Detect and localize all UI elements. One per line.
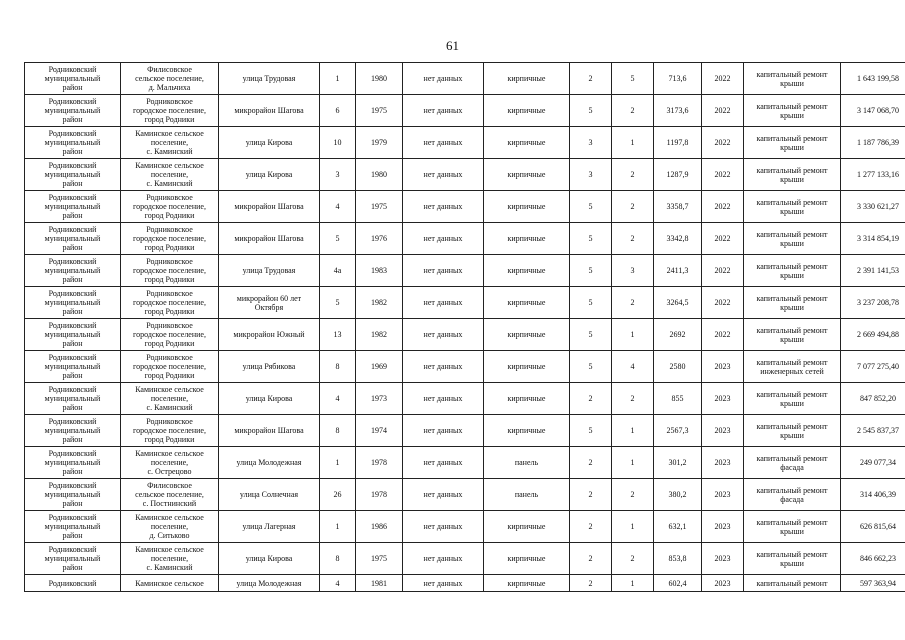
table-row [25, 287, 905, 319]
area-cell: 855 [654, 383, 702, 415]
wall-material-cell: кирпичные [484, 575, 570, 592]
year-built-cell: 1978 [356, 447, 403, 479]
house-number-cell: 4 [320, 575, 356, 592]
cost-cell: 2 545 837,37 [841, 415, 905, 447]
street-cell: улица Солнечная [219, 479, 320, 511]
year-built-cell: 1981 [356, 575, 403, 592]
street-cell: улица Лагерная [219, 511, 320, 543]
info-cell: нет данных [403, 383, 484, 415]
plan-year-cell: 2023 [702, 511, 744, 543]
cost-cell: 249 077,34 [841, 447, 905, 479]
plan-year-cell: 2022 [702, 95, 744, 127]
year-built-cell: 1975 [356, 95, 403, 127]
page-number: 61 [446, 38, 459, 53]
house-number-cell: 4 [320, 383, 356, 415]
table-row [25, 383, 905, 415]
wall-material-cell: кирпичные [484, 351, 570, 383]
plan-year-cell: 2022 [702, 255, 744, 287]
work-type-cell: капитальный ремонт фасада [744, 447, 841, 479]
floors-cell: 5 [570, 255, 612, 287]
table-row [25, 415, 905, 447]
year-built-cell: 1986 [356, 511, 403, 543]
info-cell: нет данных [403, 479, 484, 511]
cost-cell: 626 815,64 [841, 511, 905, 543]
floors-cell: 3 [570, 127, 612, 159]
house-number-cell: 26 [320, 479, 356, 511]
floors-cell: 2 [570, 575, 612, 592]
floors-cell: 5 [570, 351, 612, 383]
year-built-cell: 1976 [356, 223, 403, 255]
house-number-cell: 3 [320, 159, 356, 191]
district-cell: Родниковский муниципальный район [25, 415, 121, 447]
entrances-cell: 2 [612, 287, 654, 319]
district-cell: Родниковский муниципальный район [25, 511, 121, 543]
cost-cell: 2 391 141,53 [841, 255, 905, 287]
entrances-cell: 2 [612, 223, 654, 255]
area-cell: 301,2 [654, 447, 702, 479]
house-number-cell: 5 [320, 287, 356, 319]
area-cell: 632,1 [654, 511, 702, 543]
cost-cell: 1 187 786,39 [841, 127, 905, 159]
cost-cell: 1 277 133,16 [841, 159, 905, 191]
info-cell: нет данных [403, 255, 484, 287]
wall-material-cell: кирпичные [484, 543, 570, 575]
table-row [25, 511, 905, 543]
plan-year-cell: 2022 [702, 287, 744, 319]
settlement-cell: Каминское сельское поселение, д. Ситьково [121, 511, 219, 543]
wall-material-cell: кирпичные [484, 383, 570, 415]
area-cell: 1287,9 [654, 159, 702, 191]
wall-material-cell: панель [484, 447, 570, 479]
street-cell: улица Молодежная [219, 575, 320, 592]
entrances-cell: 5 [612, 63, 654, 95]
street-cell: микрорайон Шагова [219, 191, 320, 223]
area-cell: 3358,7 [654, 191, 702, 223]
housing-repair-table [24, 62, 905, 592]
work-type-cell: капитальный ремонт [744, 575, 841, 592]
floors-cell: 2 [570, 63, 612, 95]
area-cell: 380,2 [654, 479, 702, 511]
area-cell: 3264,5 [654, 287, 702, 319]
info-cell: нет данных [403, 319, 484, 351]
info-cell: нет данных [403, 95, 484, 127]
work-type-cell: капитальный ремонт крыши [744, 159, 841, 191]
year-built-cell: 1979 [356, 127, 403, 159]
entrances-cell: 2 [612, 383, 654, 415]
wall-material-cell: кирпичные [484, 287, 570, 319]
settlement-cell: Каминское сельское поселение, с. Каминский [121, 383, 219, 415]
district-cell: Родниковский муниципальный район [25, 63, 121, 95]
floors-cell: 5 [570, 415, 612, 447]
info-cell: нет данных [403, 287, 484, 319]
floors-cell: 5 [570, 191, 612, 223]
year-built-cell: 1982 [356, 319, 403, 351]
work-type-cell: капитальный ремонт инженерных сетей [744, 351, 841, 383]
house-number-cell: 1 [320, 447, 356, 479]
floors-cell: 2 [570, 511, 612, 543]
plan-year-cell: 2023 [702, 447, 744, 479]
house-number-cell: 8 [320, 415, 356, 447]
work-type-cell: капитальный ремонт крыши [744, 383, 841, 415]
settlement-cell: Родниковское городское поселение, город Родники [121, 223, 219, 255]
plan-year-cell: 2023 [702, 543, 744, 575]
street-cell: улица Кирова [219, 159, 320, 191]
settlement-cell: Каминское сельское поселение, с. Каминский [121, 127, 219, 159]
area-cell: 713,6 [654, 63, 702, 95]
district-cell: Родниковский муниципальный район [25, 287, 121, 319]
year-built-cell: 1980 [356, 63, 403, 95]
floors-cell: 2 [570, 479, 612, 511]
house-number-cell: 1 [320, 63, 356, 95]
street-cell: микрорайон Шагова [219, 415, 320, 447]
plan-year-cell: 2023 [702, 415, 744, 447]
street-cell: улица Кирова [219, 543, 320, 575]
area-cell: 2692 [654, 319, 702, 351]
entrances-cell: 1 [612, 511, 654, 543]
floors-cell: 5 [570, 287, 612, 319]
district-cell: Родниковский муниципальный район [25, 543, 121, 575]
wall-material-cell: кирпичные [484, 159, 570, 191]
settlement-cell: Каминское сельское поселение, с. Острецово [121, 447, 219, 479]
table-row [25, 575, 905, 592]
floors-cell: 2 [570, 447, 612, 479]
street-cell: улица Трудовая [219, 63, 320, 95]
info-cell: нет данных [403, 575, 484, 592]
wall-material-cell: кирпичные [484, 127, 570, 159]
plan-year-cell: 2022 [702, 63, 744, 95]
entrances-cell: 2 [612, 479, 654, 511]
settlement-cell: Каминское сельское поселение, с. Каминский [121, 159, 219, 191]
house-number-cell: 6 [320, 95, 356, 127]
entrances-cell: 1 [612, 415, 654, 447]
table-row [25, 95, 905, 127]
table-row [25, 479, 905, 511]
district-cell: Родниковский муниципальный район [25, 159, 121, 191]
house-number-cell: 8 [320, 351, 356, 383]
plan-year-cell: 2022 [702, 127, 744, 159]
settlement-cell: Родниковское городское поселение, город Родники [121, 319, 219, 351]
cost-cell: 3 330 621,27 [841, 191, 905, 223]
district-cell: Родниковский муниципальный район [25, 255, 121, 287]
cost-cell: 3 147 068,70 [841, 95, 905, 127]
district-cell: Родниковский муниципальный район [25, 447, 121, 479]
street-cell: микрорайон Южный [219, 319, 320, 351]
street-cell: улица Молодежная [219, 447, 320, 479]
house-number-cell: 4а [320, 255, 356, 287]
settlement-cell: Родниковское городское поселение, город Родники [121, 255, 219, 287]
area-cell: 602,4 [654, 575, 702, 592]
plan-year-cell: 2023 [702, 575, 744, 592]
table-row [25, 543, 905, 575]
entrances-cell: 2 [612, 543, 654, 575]
settlement-cell: Каминское сельское [121, 575, 219, 592]
house-number-cell: 4 [320, 191, 356, 223]
street-cell: улица Кирова [219, 383, 320, 415]
district-cell: Родниковский муниципальный район [25, 383, 121, 415]
year-built-cell: 1983 [356, 255, 403, 287]
plan-year-cell: 2022 [702, 319, 744, 351]
info-cell: нет данных [403, 351, 484, 383]
info-cell: нет данных [403, 63, 484, 95]
floors-cell: 5 [570, 95, 612, 127]
table-row [25, 223, 905, 255]
info-cell: нет данных [403, 415, 484, 447]
work-type-cell: капитальный ремонт крыши [744, 415, 841, 447]
year-built-cell: 1980 [356, 159, 403, 191]
work-type-cell: капитальный ремонт фасада [744, 479, 841, 511]
settlement-cell: Родниковское городское поселение, город Родники [121, 415, 219, 447]
cost-cell: 3 314 854,19 [841, 223, 905, 255]
year-built-cell: 1974 [356, 415, 403, 447]
entrances-cell: 3 [612, 255, 654, 287]
settlement-cell: Родниковское городское поселение, город Родники [121, 191, 219, 223]
table-row [25, 127, 905, 159]
info-cell: нет данных [403, 447, 484, 479]
wall-material-cell: кирпичные [484, 63, 570, 95]
table-row [25, 255, 905, 287]
year-built-cell: 1969 [356, 351, 403, 383]
cost-cell: 3 237 208,78 [841, 287, 905, 319]
area-cell: 1197,8 [654, 127, 702, 159]
work-type-cell: капитальный ремонт крыши [744, 63, 841, 95]
floors-cell: 2 [570, 383, 612, 415]
table-row [25, 319, 905, 351]
street-cell: микрорайон Шагова [219, 95, 320, 127]
street-cell: микрорайон Шагова [219, 223, 320, 255]
work-type-cell: капитальный ремонт крыши [744, 191, 841, 223]
cost-cell: 2 669 494,88 [841, 319, 905, 351]
plan-year-cell: 2023 [702, 351, 744, 383]
wall-material-cell: кирпичные [484, 95, 570, 127]
district-cell: Родниковский муниципальный район [25, 319, 121, 351]
plan-year-cell: 2022 [702, 191, 744, 223]
house-number-cell: 10 [320, 127, 356, 159]
settlement-cell: Каминское сельское поселение, с. Каминский [121, 543, 219, 575]
cost-cell: 7 077 275,40 [841, 351, 905, 383]
year-built-cell: 1975 [356, 191, 403, 223]
table-row [25, 159, 905, 191]
work-type-cell: капитальный ремонт крыши [744, 95, 841, 127]
district-cell: Родниковский муниципальный район [25, 223, 121, 255]
cost-cell: 847 852,20 [841, 383, 905, 415]
entrances-cell: 2 [612, 95, 654, 127]
area-cell: 2567,3 [654, 415, 702, 447]
settlement-cell: Родниковское городское поселение, город Родники [121, 287, 219, 319]
wall-material-cell: кирпичные [484, 415, 570, 447]
work-type-cell: капитальный ремонт крыши [744, 255, 841, 287]
info-cell: нет данных [403, 191, 484, 223]
area-cell: 2580 [654, 351, 702, 383]
entrances-cell: 1 [612, 319, 654, 351]
info-cell: нет данных [403, 159, 484, 191]
table-row [25, 447, 905, 479]
cost-cell: 846 662,23 [841, 543, 905, 575]
wall-material-cell: кирпичные [484, 255, 570, 287]
table-row [25, 191, 905, 223]
floors-cell: 5 [570, 319, 612, 351]
house-number-cell: 1 [320, 511, 356, 543]
entrances-cell: 1 [612, 575, 654, 592]
wall-material-cell: кирпичные [484, 511, 570, 543]
settlement-cell: Родниковское городское поселение, город Родники [121, 95, 219, 127]
table-row [25, 63, 905, 95]
entrances-cell: 1 [612, 127, 654, 159]
street-cell: микрорайон 60 лет Октября [219, 287, 320, 319]
house-number-cell: 13 [320, 319, 356, 351]
year-built-cell: 1973 [356, 383, 403, 415]
wall-material-cell: кирпичные [484, 319, 570, 351]
floors-cell: 3 [570, 159, 612, 191]
plan-year-cell: 2022 [702, 223, 744, 255]
district-cell: Родниковский муниципальный район [25, 351, 121, 383]
table-row [25, 351, 905, 383]
info-cell: нет данных [403, 543, 484, 575]
work-type-cell: капитальный ремонт крыши [744, 543, 841, 575]
entrances-cell: 4 [612, 351, 654, 383]
entrances-cell: 2 [612, 159, 654, 191]
cost-cell: 314 406,39 [841, 479, 905, 511]
year-built-cell: 1975 [356, 543, 403, 575]
house-number-cell: 5 [320, 223, 356, 255]
settlement-cell: Филисовское сельское поселение, д. Мальчиха [121, 63, 219, 95]
house-number-cell: 8 [320, 543, 356, 575]
plan-year-cell: 2022 [702, 159, 744, 191]
district-cell: Родниковский муниципальный район [25, 95, 121, 127]
settlement-cell: Родниковское городское поселение, город Родники [121, 351, 219, 383]
area-cell: 3173,6 [654, 95, 702, 127]
street-cell: улица Трудовая [219, 255, 320, 287]
cost-cell: 1 643 199,58 [841, 63, 905, 95]
street-cell: улица Рябикова [219, 351, 320, 383]
work-type-cell: капитальный ремонт крыши [744, 319, 841, 351]
street-cell: улица Кирова [219, 127, 320, 159]
table-body [25, 63, 905, 592]
plan-year-cell: 2023 [702, 383, 744, 415]
area-cell: 853,8 [654, 543, 702, 575]
work-type-cell: капитальный ремонт крыши [744, 127, 841, 159]
cost-cell: 597 363,94 [841, 575, 905, 592]
year-built-cell: 1982 [356, 287, 403, 319]
entrances-cell: 1 [612, 447, 654, 479]
plan-year-cell: 2023 [702, 479, 744, 511]
wall-material-cell: кирпичные [484, 223, 570, 255]
wall-material-cell: кирпичные [484, 191, 570, 223]
district-cell: Родниковский муниципальный район [25, 479, 121, 511]
work-type-cell: капитальный ремонт крыши [744, 287, 841, 319]
year-built-cell: 1978 [356, 479, 403, 511]
floors-cell: 2 [570, 543, 612, 575]
settlement-cell: Филисовское сельское поселение, с. Постнинский [121, 479, 219, 511]
district-cell: Родниковский муниципальный район [25, 127, 121, 159]
info-cell: нет данных [403, 511, 484, 543]
area-cell: 3342,8 [654, 223, 702, 255]
info-cell: нет данных [403, 127, 484, 159]
district-cell: Родниковский муниципальный район [25, 191, 121, 223]
area-cell: 2411,3 [654, 255, 702, 287]
district-cell: Родниковский [25, 575, 121, 592]
wall-material-cell: панель [484, 479, 570, 511]
floors-cell: 5 [570, 223, 612, 255]
info-cell: нет данных [403, 223, 484, 255]
work-type-cell: капитальный ремонт крыши [744, 511, 841, 543]
work-type-cell: капитальный ремонт крыши [744, 223, 841, 255]
entrances-cell: 2 [612, 191, 654, 223]
